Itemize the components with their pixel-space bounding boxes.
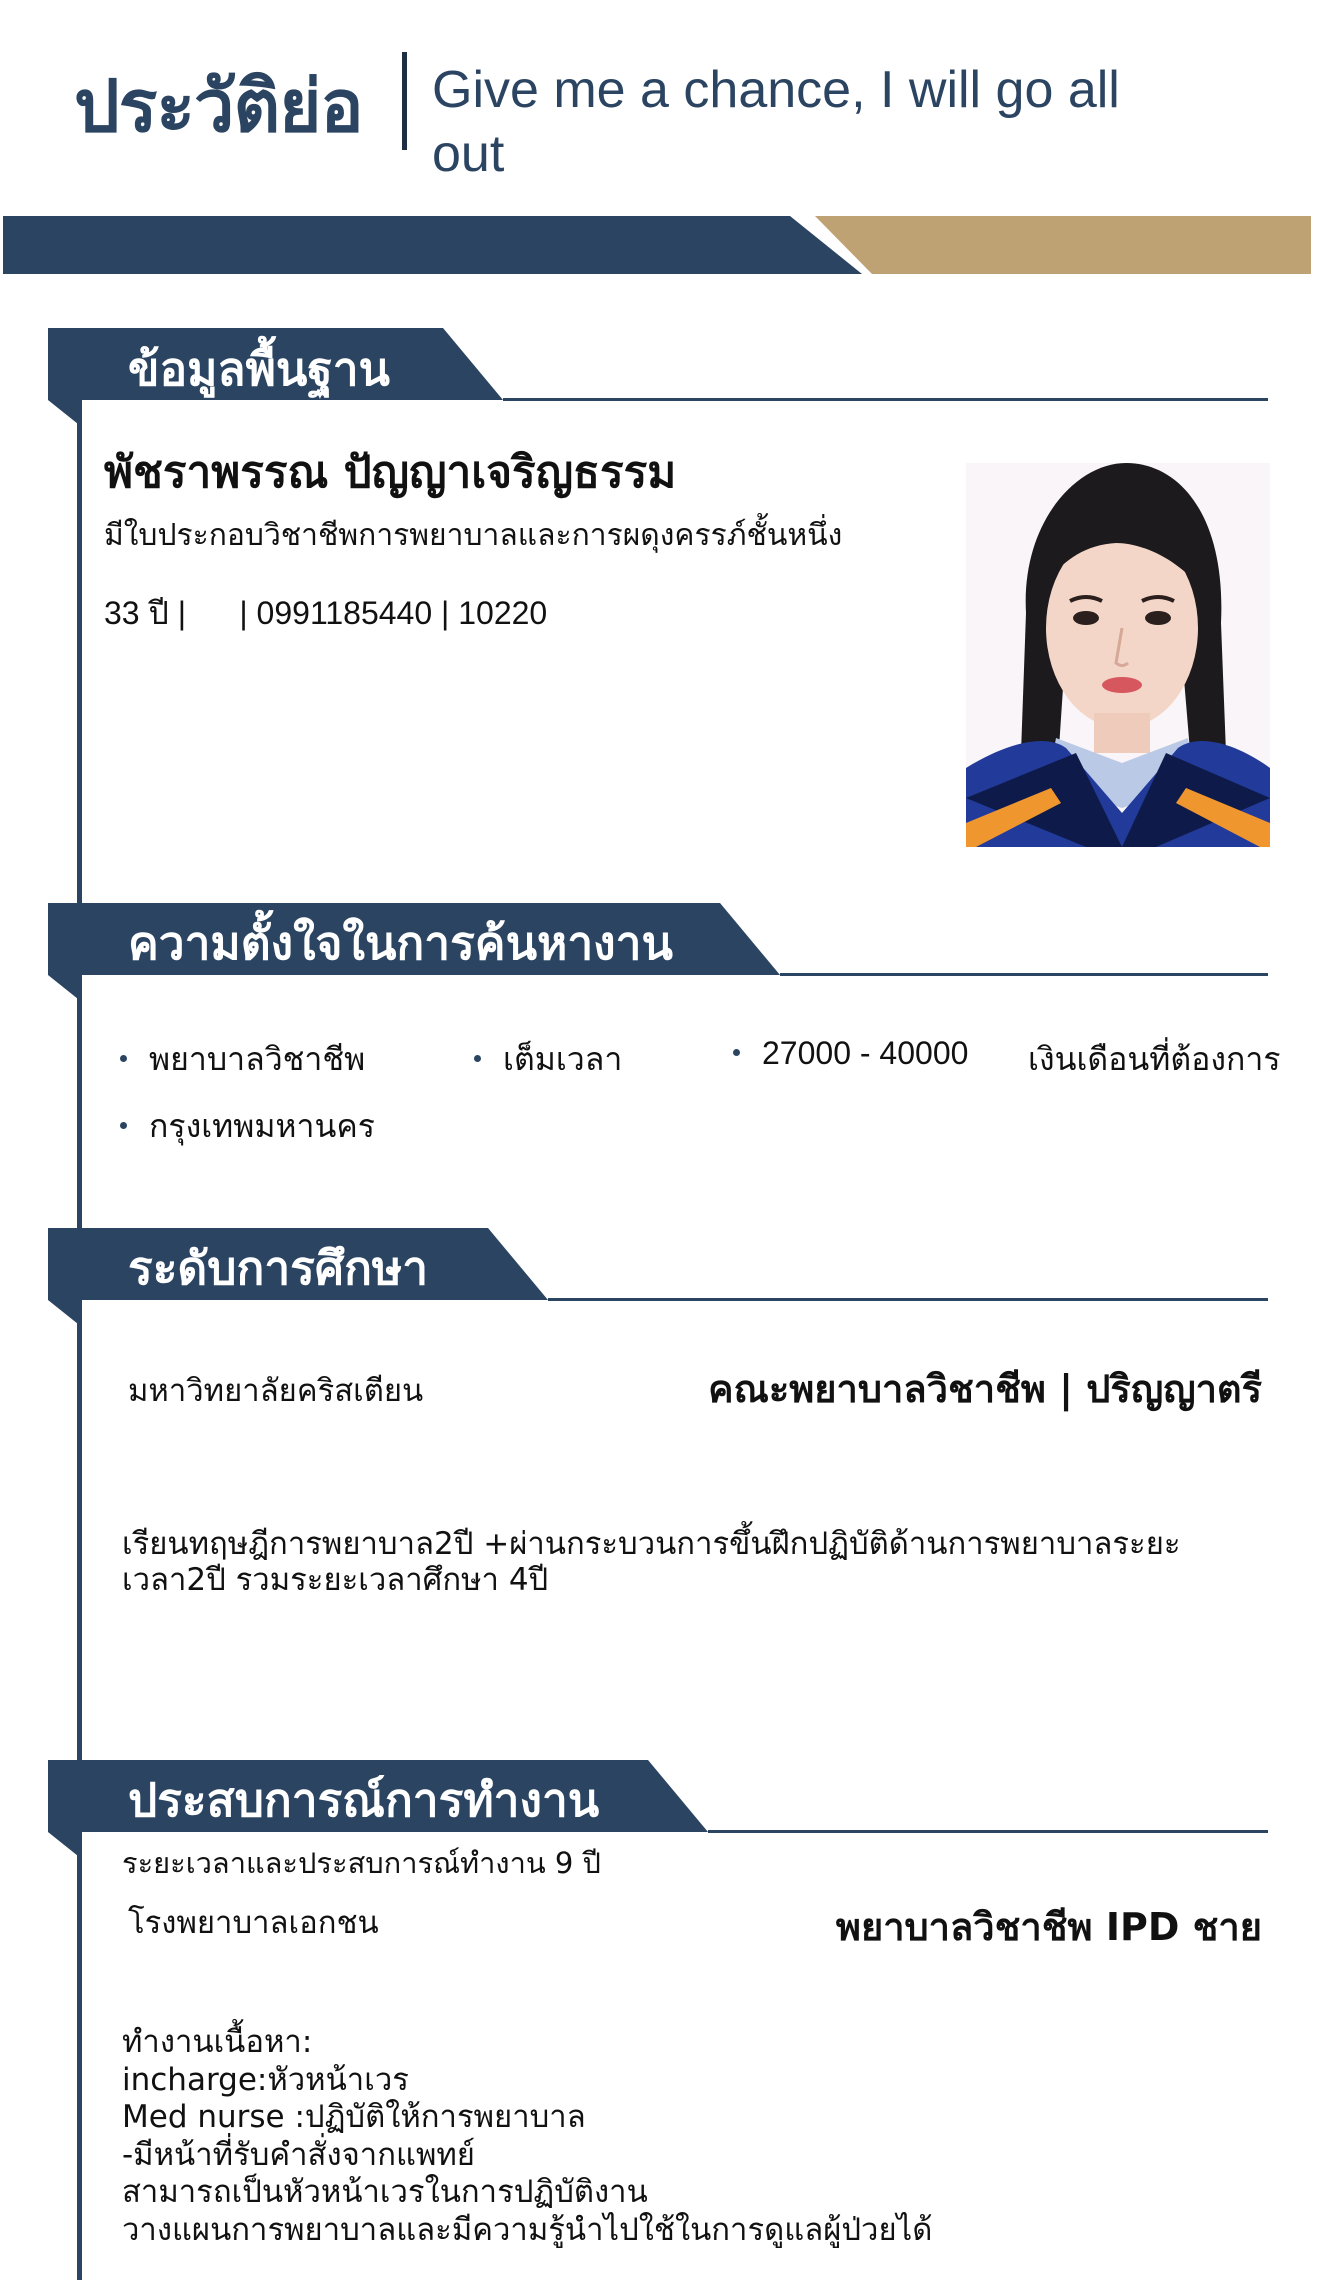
experience-line: วางแผนการพยาบาลและมีความรู้นำไปใช้ในการดูแลผู้ป่วยได้ <box>122 2211 933 2248</box>
experience-line: -มีหน้าที่รับคำสั่งจากแพทย์ <box>122 2136 475 2173</box>
portrait-illustration <box>966 463 1270 847</box>
bullet-dot <box>120 1055 127 1062</box>
header-banner <box>0 212 1320 276</box>
bullet-dot <box>733 1049 740 1056</box>
bullet-dot <box>120 1122 127 1129</box>
intent-location-text: กรุงเทพมหานคร <box>149 1107 375 1145</box>
experience-line: สามารถเป็นหัวหน้าเวรในการปฏิบัติงาน <box>122 2174 648 2210</box>
experience-line: ทำงานเนื้อหา: <box>122 2024 313 2060</box>
intent-position-text: พยาบาลวิชาชีพ <box>149 1040 366 1078</box>
candidate-name: พัชราพรรณ ปัญญาเจริญธรรม <box>104 447 677 498</box>
education-description: เรียนทฤษฎีการพยาบาล2ปี +ผ่านกระบวนการขึ้นฝึกปฏิบัติด้านการพยาบาลระยะเวลา2ปี รวมระยะเวลาศึกษา 4ปี <box>122 1526 1181 1598</box>
section-title-basic-info: ข้อมูลพื้นฐาน <box>128 342 391 396</box>
degree-title: คณะพยาบาลวิชาชีพ | ปริญญาตรี <box>708 1367 1262 1411</box>
contact-info-line: 33 ปี | | 0991185440 | 10220 <box>104 595 548 631</box>
intent-location <box>120 1101 375 1152</box>
intent-type-text: เต็มเวลา <box>503 1040 623 1078</box>
title-divider <box>402 52 407 150</box>
section-title-education: ระดับการศึกษา <box>128 1241 429 1295</box>
banner-gold-stripe <box>815 216 1311 274</box>
job-position: พยาบาลวิชาชีพ IPD ชาย <box>835 1905 1262 1949</box>
section-title-experience: ประสบการณ์การทำงาน <box>128 1773 600 1827</box>
intent-position <box>120 1034 365 1085</box>
intent-salary <box>733 1034 968 1072</box>
experience-description <box>122 2024 1272 2249</box>
experience-line: incharge:หัวหน้าเวร <box>122 2061 409 2098</box>
university-name: มหาวิทยาลัยคริสเตียน <box>128 1373 424 1409</box>
salary-label: เงินเดือนที่ต้องการ <box>1028 1040 1281 1078</box>
experience-line: Med nurse :ปฏิบัติให้การพยาบาล <box>122 2099 586 2135</box>
employer-name: โรงพยาบาลเอกชน <box>128 1905 379 1941</box>
intent-salary-text: 27000 - 40000 <box>762 1035 969 1071</box>
intent-type <box>474 1034 622 1085</box>
license-text: มีใบประกอบวิชาชีพการพยาบาลและการผดุงครรภ์ชั้นหนึ่ง <box>104 518 843 553</box>
experience-duration: ระยะเวลาและประสบการณ์ทำงาน 9 ปี <box>122 1846 601 1880</box>
bullet-dot <box>474 1055 481 1062</box>
profile-photo <box>966 463 1270 847</box>
resume-title: ประวัติย่อ <box>74 64 363 148</box>
resume-tagline: Give me a chance, I will go all out <box>432 61 1120 183</box>
banner-navy-stripe <box>3 216 862 274</box>
section-title-job-intent: ความตั้งใจในการค้นหางาน <box>128 916 673 970</box>
